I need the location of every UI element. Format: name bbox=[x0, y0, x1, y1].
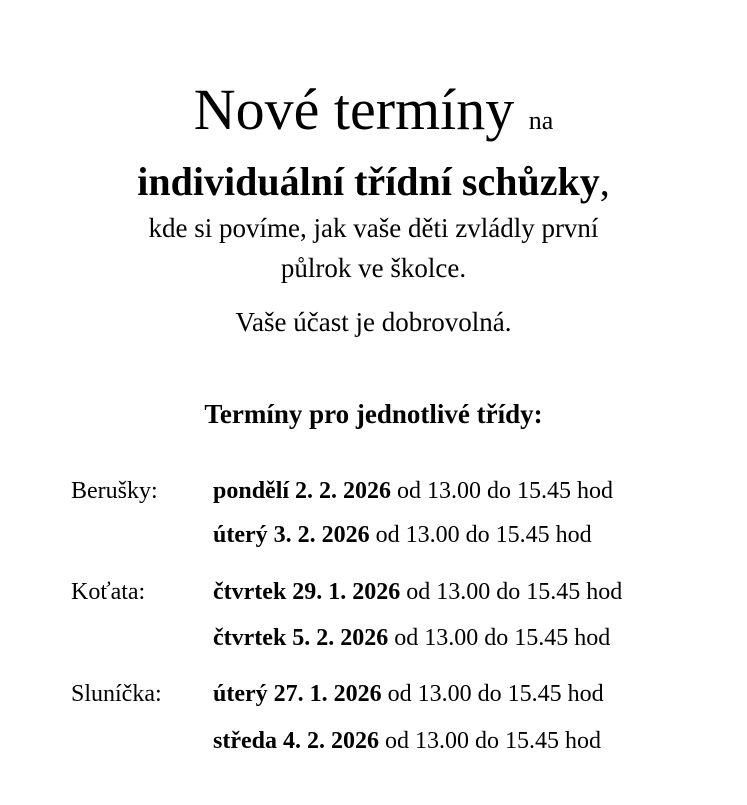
schedule-heading: Termíny pro jednotlivé třídy: bbox=[204, 399, 543, 429]
slot-time: od 13.00 do 15.45 hod bbox=[391, 478, 614, 504]
title-suffix: na bbox=[528, 106, 554, 135]
schedule-slot bbox=[213, 678, 604, 710]
slot-time: od 13.00 do 15.45 hod bbox=[369, 522, 592, 548]
slot-date: čtvrtek 29. 1. 2026 bbox=[213, 579, 401, 605]
schedule-slot bbox=[213, 519, 592, 551]
schedule-slot bbox=[213, 576, 622, 608]
slot-time: od 13.00 do 15.45 hod bbox=[381, 681, 604, 707]
title-main: Nové termíny bbox=[193, 77, 515, 142]
slot-date: čtvrtek 5. 2. 2026 bbox=[213, 625, 389, 651]
slot-time: od 13.00 do 15.45 hod bbox=[400, 579, 623, 605]
class-label-slunicka: Sluníčka: bbox=[71, 681, 162, 707]
voluntary-note: Vaše účast je dobrovolná. bbox=[235, 307, 512, 337]
class-label-berusky: Berušky: bbox=[71, 478, 158, 504]
slot-date: pondělí 2. 2. 2026 bbox=[213, 478, 392, 504]
slot-time: od 13.00 do 15.45 hod bbox=[388, 625, 611, 651]
description-line-1: kde si povíme, jak vaše děti zvládly první bbox=[148, 213, 599, 243]
slot-date: úterý 27. 1. 2026 bbox=[213, 681, 382, 707]
description-line-2: půlrok ve školce. bbox=[280, 253, 467, 283]
subtitle-comma: , bbox=[599, 159, 610, 204]
slot-time: od 13.00 do 15.45 hod bbox=[378, 728, 601, 754]
subtitle-text: individuální třídní schůzky bbox=[137, 159, 600, 204]
slot-date: úterý 3. 2. 2026 bbox=[213, 522, 370, 548]
schedule-slot bbox=[213, 622, 610, 654]
subtitle bbox=[0, 156, 747, 208]
schedule-slot bbox=[213, 475, 613, 507]
page-title bbox=[0, 78, 747, 153]
class-label-kotata: Koťata: bbox=[71, 579, 146, 605]
slot-date: středa 4. 2. 2026 bbox=[213, 728, 379, 754]
schedule-slot bbox=[213, 725, 601, 757]
